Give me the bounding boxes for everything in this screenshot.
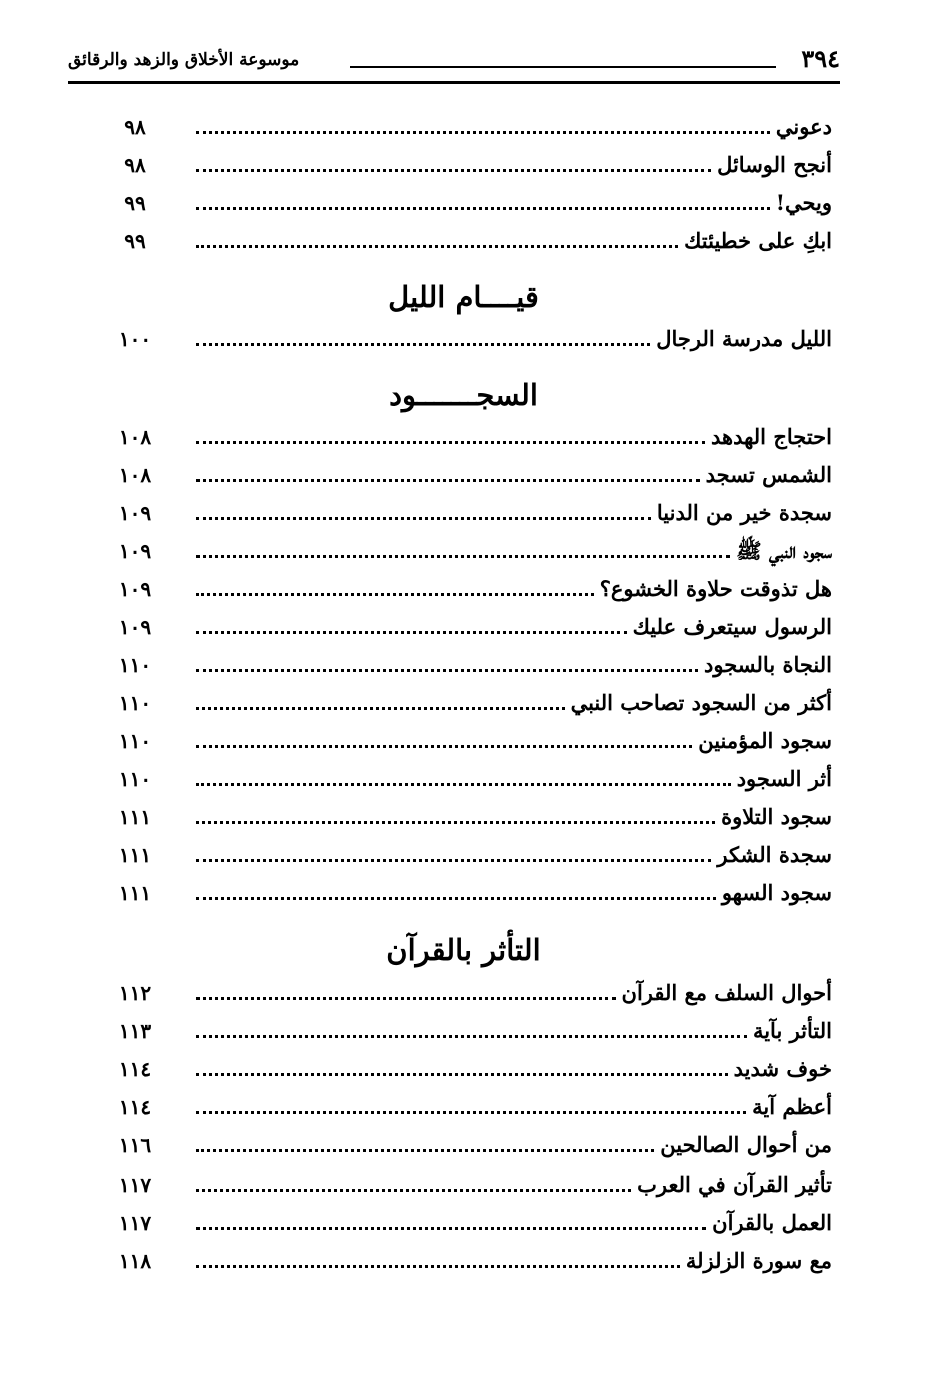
dot-leader: [196, 517, 651, 520]
section-heading: قيــــام الليل: [388, 280, 539, 314]
dot-leader: [196, 707, 565, 710]
toc-entry-title: التأثر بآية: [752, 1018, 832, 1043]
dot-leader: [196, 821, 715, 824]
toc-entry-title: هل تذوقت حلاوة الخشوع؟: [599, 576, 832, 601]
toc-entry-title: العمل بالقرآن: [712, 1210, 832, 1235]
toc-entry-title: ابكِ على خطيئتك: [684, 228, 832, 253]
toc-entry-title: من أحوال الصالحين: [660, 1132, 832, 1157]
book-title: موسوعة الأخلاق والزهد والرقائق: [68, 50, 300, 70]
dot-leader: [196, 1227, 706, 1230]
page-header: [68, 40, 840, 82]
dot-leader: [196, 669, 698, 672]
toc-entry-page: ٩٩: [124, 229, 146, 253]
dot-leader: [196, 1265, 680, 1268]
toc-entry-title: سجود التلاوة: [721, 804, 832, 829]
dot-leader: [196, 783, 731, 786]
toc-entry: [110, 460, 832, 490]
dot-leader: [196, 169, 711, 172]
toc-entry-title: سجود النبي ﷺ: [736, 538, 832, 563]
toc-entry-title: سجدة خير من الدنيا: [656, 500, 832, 525]
toc-entry-title: الرسول سيتعرف عليك: [632, 614, 832, 639]
toc-entry-title: سجود المؤمنين: [698, 728, 832, 753]
toc-entry: [110, 840, 832, 870]
toc-entry: [110, 422, 832, 452]
toc-entry-title: احتجاج الهدهد: [710, 424, 832, 449]
toc-entry-title: أعظم آية: [752, 1094, 832, 1119]
toc-entry-page: ٩٨: [124, 115, 146, 139]
toc-entry: [110, 612, 832, 642]
header-line: [350, 66, 776, 68]
toc-entry-page: ١١٠: [118, 691, 152, 715]
dot-leader: [196, 1149, 654, 1152]
toc-entry-page: ١٠٠: [118, 327, 152, 351]
toc-entry-page: ١١٨: [118, 1249, 152, 1273]
toc-entry-title: النجاة بالسجود: [704, 652, 832, 677]
toc-entry: [110, 1130, 832, 1160]
toc-entry-page: ١٠٨: [118, 463, 152, 487]
toc-entry-page: ١٠٩: [118, 501, 152, 525]
toc-entry-title: دعوني: [775, 114, 832, 139]
toc-entry-page: ١٠٩: [118, 615, 152, 639]
toc-entry: [110, 150, 832, 180]
toc-entry: [110, 1092, 832, 1122]
toc-entry: [110, 878, 832, 908]
toc-entry-title: سجود السهو: [721, 880, 832, 905]
dot-leader: [196, 859, 711, 862]
toc-entry-page: ١١٤: [118, 1057, 152, 1081]
toc-entry-title: مع سورة الزلزلة: [685, 1248, 832, 1273]
toc-entry-page: ١١١: [118, 881, 152, 905]
dot-leader: [196, 997, 616, 1000]
dot-leader: [196, 1073, 728, 1076]
toc-entry-page: ٩٩: [124, 191, 146, 215]
dot-leader: [196, 479, 700, 482]
toc-entry-page: ١٠٩: [118, 577, 152, 601]
toc-entry-title: تأثير القرآن في العرب: [637, 1172, 832, 1197]
dot-leader: [196, 245, 678, 248]
dot-leader: [196, 343, 650, 346]
toc-entry-page: ١١٢: [118, 981, 152, 1005]
dot-leader: [196, 441, 705, 444]
toc-entry-page: ١٠٨: [118, 425, 152, 449]
toc-entry: [110, 574, 832, 604]
dot-leader: [196, 1111, 746, 1114]
dot-leader: [196, 207, 770, 210]
toc-entry-page: ١١٧: [118, 1211, 152, 1235]
section-heading: التأثر بالقرآن: [386, 933, 541, 967]
toc-entry: [110, 324, 832, 354]
dot-leader: [196, 631, 627, 634]
toc-entry: [110, 1208, 832, 1238]
dot-leader: [196, 1189, 631, 1192]
toc-entry-page: ١١٠: [118, 729, 152, 753]
toc-entry: [110, 188, 832, 218]
dot-leader: [196, 897, 716, 900]
header-rule: [68, 81, 840, 84]
toc-entry-page: ١١١: [118, 843, 152, 867]
dot-leader: [196, 593, 594, 596]
toc-entry-page: ١٠٩: [118, 539, 152, 563]
toc-entry: [110, 1054, 832, 1084]
dot-leader: [196, 555, 730, 558]
toc-entry-title: سجدة الشكر: [717, 842, 832, 867]
toc-entry-title: ويحي!: [775, 190, 832, 215]
toc-entry: [110, 226, 832, 256]
toc-entry: [110, 726, 832, 756]
page-number: ٣٩٤: [801, 44, 840, 73]
dot-leader: [196, 131, 770, 134]
toc-entry: [110, 978, 832, 1008]
toc-entry-page: ١١٠: [118, 653, 152, 677]
toc-entry: [110, 112, 832, 142]
toc-entry: [110, 688, 832, 718]
toc-entry: [110, 650, 832, 680]
toc-entry-page: ١١٠: [118, 767, 152, 791]
toc-entry: [110, 1016, 832, 1046]
toc-entry: [110, 536, 832, 566]
dot-leader: [196, 1035, 747, 1038]
section-heading: السجـــــــود: [389, 378, 538, 412]
toc-entry-page: ١١٧: [118, 1173, 152, 1197]
toc-entry-page: ١١١: [118, 805, 152, 829]
toc-entry-title: خوف شديد: [733, 1056, 832, 1081]
toc-entry-title: الشمس تسجد: [705, 462, 832, 487]
toc-entry: [110, 1246, 832, 1276]
toc-entry-page: ١١٤: [118, 1095, 152, 1119]
toc-entry-page: ١١٣: [118, 1019, 152, 1043]
toc-entry-page: ١١٦: [118, 1133, 152, 1157]
toc-entry-title: أثر السجود: [736, 766, 832, 791]
toc-entry: [110, 764, 832, 794]
toc-entry: [110, 802, 832, 832]
toc-entry-page: ٩٨: [124, 153, 146, 177]
toc-entry: [110, 498, 832, 528]
toc-entry-title: أكثر من السجود تصاحب النبي: [570, 690, 832, 715]
toc-entry-title: أنجح الوسائل: [717, 152, 832, 177]
toc-entry-title: أحوال السلف مع القرآن: [621, 980, 832, 1005]
toc-entry: [110, 1170, 832, 1200]
dot-leader: [196, 745, 692, 748]
toc-entry-title: الليل مدرسة الرجال: [656, 326, 832, 351]
